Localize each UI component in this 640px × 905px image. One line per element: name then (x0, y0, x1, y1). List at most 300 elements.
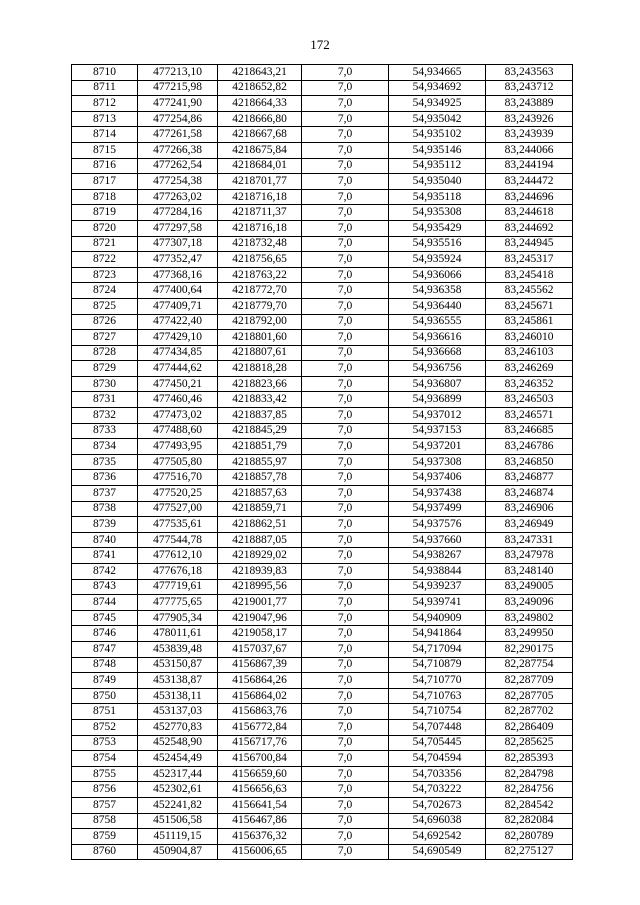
value-cell: 7,0 (302, 423, 389, 439)
table-row (72, 111, 573, 127)
y-coordinate-cell: 4218859,71 (218, 501, 302, 517)
latitude-cell: 54,696038 (389, 813, 486, 829)
latitude-cell: 54,704594 (389, 751, 486, 767)
table-row (72, 782, 573, 798)
point-number-cell: 8744 (72, 595, 138, 611)
x-coordinate-cell: 478011,61 (138, 626, 218, 642)
point-number-cell: 8712 (72, 96, 138, 112)
longitude-cell: 83,244692 (486, 220, 573, 236)
longitude-cell: 82,275127 (486, 844, 573, 860)
value-cell: 7,0 (302, 314, 389, 330)
value-cell: 7,0 (302, 298, 389, 314)
point-number-cell: 8718 (72, 189, 138, 205)
latitude-cell: 54,703356 (389, 766, 486, 782)
point-number-cell: 8724 (72, 283, 138, 299)
table-row (72, 174, 573, 190)
table-row (72, 252, 573, 268)
longitude-cell: 83,249802 (486, 610, 573, 626)
x-coordinate-cell: 477284,16 (138, 205, 218, 221)
y-coordinate-cell: 4156376,32 (218, 829, 302, 845)
x-coordinate-cell: 453138,87 (138, 673, 218, 689)
y-coordinate-cell: 4218716,18 (218, 189, 302, 205)
value-cell: 7,0 (302, 330, 389, 346)
table-row (72, 735, 573, 751)
x-coordinate-cell: 452454,49 (138, 751, 218, 767)
longitude-cell: 83,246503 (486, 392, 573, 408)
latitude-cell: 54,937012 (389, 408, 486, 424)
point-number-cell: 8719 (72, 205, 138, 221)
value-cell: 7,0 (302, 454, 389, 470)
x-coordinate-cell: 477905,34 (138, 610, 218, 626)
value-cell: 7,0 (302, 548, 389, 564)
y-coordinate-cell: 4219001,77 (218, 595, 302, 611)
y-coordinate-cell: 4218857,78 (218, 470, 302, 486)
table-row (72, 345, 573, 361)
page-number: 172 (310, 37, 330, 52)
y-coordinate-cell: 4218807,61 (218, 345, 302, 361)
latitude-cell: 54,938844 (389, 564, 486, 580)
longitude-cell: 83,245861 (486, 314, 573, 330)
point-number-cell: 8759 (72, 829, 138, 845)
table-row (72, 314, 573, 330)
longitude-cell: 83,246850 (486, 454, 573, 470)
x-coordinate-cell: 477409,71 (138, 298, 218, 314)
value-cell: 7,0 (302, 517, 389, 533)
value-cell: 7,0 (302, 267, 389, 283)
y-coordinate-cell: 4218684,01 (218, 158, 302, 174)
point-number-cell: 8748 (72, 657, 138, 673)
value-cell: 7,0 (302, 252, 389, 268)
table-row (72, 65, 573, 81)
latitude-cell: 54,939237 (389, 579, 486, 595)
x-coordinate-cell: 477254,86 (138, 111, 218, 127)
value-cell: 7,0 (302, 782, 389, 798)
y-coordinate-cell: 4218851,79 (218, 439, 302, 455)
table-row (72, 189, 573, 205)
x-coordinate-cell: 477535,61 (138, 517, 218, 533)
table-row (72, 564, 573, 580)
value-cell: 7,0 (302, 501, 389, 517)
table-row (72, 298, 573, 314)
point-number-cell: 8710 (72, 65, 138, 81)
x-coordinate-cell: 452317,44 (138, 766, 218, 782)
value-cell: 7,0 (302, 174, 389, 190)
longitude-cell: 83,246010 (486, 330, 573, 346)
y-coordinate-cell: 4218855,97 (218, 454, 302, 470)
y-coordinate-cell: 4156864,26 (218, 673, 302, 689)
x-coordinate-cell: 450904,87 (138, 844, 218, 860)
x-coordinate-cell: 477213,10 (138, 65, 218, 81)
y-coordinate-cell: 4218818,28 (218, 361, 302, 377)
point-number-cell: 8735 (72, 454, 138, 470)
value-cell: 7,0 (302, 641, 389, 657)
x-coordinate-cell: 477719,61 (138, 579, 218, 595)
latitude-cell: 54,717094 (389, 641, 486, 657)
table-row (72, 376, 573, 392)
longitude-cell: 83,246877 (486, 470, 573, 486)
latitude-cell: 54,934665 (389, 65, 486, 81)
coordinates-table (71, 64, 573, 860)
y-coordinate-cell: 4218939,83 (218, 564, 302, 580)
point-number-cell: 8746 (72, 626, 138, 642)
longitude-cell: 83,243889 (486, 96, 573, 112)
latitude-cell: 54,937576 (389, 517, 486, 533)
y-coordinate-cell: 4218667,68 (218, 127, 302, 143)
value-cell: 7,0 (302, 345, 389, 361)
x-coordinate-cell: 477473,02 (138, 408, 218, 424)
table-row (72, 579, 573, 595)
longitude-cell: 83,245562 (486, 283, 573, 299)
latitude-cell: 54,941864 (389, 626, 486, 642)
point-number-cell: 8726 (72, 314, 138, 330)
latitude-cell: 54,935118 (389, 189, 486, 205)
point-number-cell: 8753 (72, 735, 138, 751)
y-coordinate-cell: 4219058,17 (218, 626, 302, 642)
y-coordinate-cell: 4218666,80 (218, 111, 302, 127)
point-number-cell: 8751 (72, 704, 138, 720)
table-row (72, 470, 573, 486)
point-number-cell: 8749 (72, 673, 138, 689)
x-coordinate-cell: 477676,18 (138, 564, 218, 580)
y-coordinate-cell: 4218664,33 (218, 96, 302, 112)
table-row (72, 673, 573, 689)
latitude-cell: 54,937660 (389, 532, 486, 548)
table-row (72, 548, 573, 564)
point-number-cell: 8715 (72, 142, 138, 158)
x-coordinate-cell: 477612,10 (138, 548, 218, 564)
latitude-cell: 54,934692 (389, 80, 486, 96)
longitude-cell: 83,245671 (486, 298, 573, 314)
table-row (72, 80, 573, 96)
table-row (72, 158, 573, 174)
y-coordinate-cell: 4218779,70 (218, 298, 302, 314)
longitude-cell: 82,287709 (486, 673, 573, 689)
latitude-cell: 54,934925 (389, 96, 486, 112)
longitude-cell: 83,246874 (486, 486, 573, 502)
x-coordinate-cell: 477241,90 (138, 96, 218, 112)
latitude-cell: 54,936440 (389, 298, 486, 314)
longitude-cell: 83,243712 (486, 80, 573, 96)
point-number-cell: 8737 (72, 486, 138, 502)
y-coordinate-cell: 4156867,39 (218, 657, 302, 673)
value-cell: 7,0 (302, 65, 389, 81)
latitude-cell: 54,936555 (389, 314, 486, 330)
value-cell: 7,0 (302, 96, 389, 112)
latitude-cell: 54,936807 (389, 376, 486, 392)
y-coordinate-cell: 4218652,82 (218, 80, 302, 96)
table-row (72, 205, 573, 221)
point-number-cell: 8731 (72, 392, 138, 408)
y-coordinate-cell: 4218801,60 (218, 330, 302, 346)
y-coordinate-cell: 4156006,65 (218, 844, 302, 860)
y-coordinate-cell: 4157037,67 (218, 641, 302, 657)
longitude-cell: 82,287705 (486, 688, 573, 704)
longitude-cell: 83,248140 (486, 564, 573, 580)
point-number-cell: 8756 (72, 782, 138, 798)
x-coordinate-cell: 452302,61 (138, 782, 218, 798)
y-coordinate-cell: 4219047,96 (218, 610, 302, 626)
latitude-cell: 54,705445 (389, 735, 486, 751)
x-coordinate-cell: 452548,90 (138, 735, 218, 751)
y-coordinate-cell: 4156467,86 (218, 813, 302, 829)
value-cell: 7,0 (302, 704, 389, 720)
y-coordinate-cell: 4218701,77 (218, 174, 302, 190)
x-coordinate-cell: 452241,82 (138, 797, 218, 813)
value-cell: 7,0 (302, 283, 389, 299)
value-cell: 7,0 (302, 564, 389, 580)
table-row (72, 704, 573, 720)
longitude-cell: 83,246352 (486, 376, 573, 392)
longitude-cell: 83,246269 (486, 361, 573, 377)
point-number-cell: 8734 (72, 439, 138, 455)
value-cell: 7,0 (302, 595, 389, 611)
value-cell: 7,0 (302, 439, 389, 455)
latitude-cell: 54,937499 (389, 501, 486, 517)
x-coordinate-cell: 453150,87 (138, 657, 218, 673)
latitude-cell: 54,936066 (389, 267, 486, 283)
value-cell: 7,0 (302, 408, 389, 424)
longitude-cell: 83,249950 (486, 626, 573, 642)
x-coordinate-cell: 477505,80 (138, 454, 218, 470)
longitude-cell: 83,245418 (486, 267, 573, 283)
point-number-cell: 8729 (72, 361, 138, 377)
latitude-cell: 54,935308 (389, 205, 486, 221)
table-row (72, 408, 573, 424)
point-number-cell: 8720 (72, 220, 138, 236)
longitude-cell: 83,247978 (486, 548, 573, 564)
table-row (72, 283, 573, 299)
value-cell: 7,0 (302, 189, 389, 205)
point-number-cell: 8755 (72, 766, 138, 782)
point-number-cell: 8743 (72, 579, 138, 595)
value-cell: 7,0 (302, 376, 389, 392)
point-number-cell: 8732 (72, 408, 138, 424)
x-coordinate-cell: 477422,40 (138, 314, 218, 330)
y-coordinate-cell: 4218995,56 (218, 579, 302, 595)
y-coordinate-cell: 4156772,84 (218, 719, 302, 735)
longitude-cell: 83,246906 (486, 501, 573, 517)
longitude-cell: 82,286409 (486, 719, 573, 735)
latitude-cell: 54,692542 (389, 829, 486, 845)
point-number-cell: 8717 (72, 174, 138, 190)
latitude-cell: 54,935516 (389, 236, 486, 252)
longitude-cell: 82,284756 (486, 782, 573, 798)
value-cell: 7,0 (302, 751, 389, 767)
table-row (72, 751, 573, 767)
longitude-cell: 82,284542 (486, 797, 573, 813)
longitude-cell: 83,244945 (486, 236, 573, 252)
longitude-cell: 83,244194 (486, 158, 573, 174)
x-coordinate-cell: 477775,65 (138, 595, 218, 611)
point-number-cell: 8742 (72, 564, 138, 580)
x-coordinate-cell: 477352,47 (138, 252, 218, 268)
longitude-cell: 83,244618 (486, 205, 573, 221)
longitude-cell: 83,243563 (486, 65, 573, 81)
point-number-cell: 8754 (72, 751, 138, 767)
value-cell: 7,0 (302, 657, 389, 673)
value-cell: 7,0 (302, 829, 389, 845)
table-row (72, 330, 573, 346)
y-coordinate-cell: 4218756,65 (218, 252, 302, 268)
latitude-cell: 54,937201 (389, 439, 486, 455)
value-cell: 7,0 (302, 844, 389, 860)
point-number-cell: 8741 (72, 548, 138, 564)
point-number-cell: 8758 (72, 813, 138, 829)
point-number-cell: 8714 (72, 127, 138, 143)
table-row (72, 392, 573, 408)
x-coordinate-cell: 451119,15 (138, 829, 218, 845)
longitude-cell: 82,284798 (486, 766, 573, 782)
table-row (72, 517, 573, 533)
point-number-cell: 8757 (72, 797, 138, 813)
table-body (72, 65, 573, 860)
longitude-cell: 83,246949 (486, 517, 573, 533)
value-cell: 7,0 (302, 486, 389, 502)
y-coordinate-cell: 4218887,05 (218, 532, 302, 548)
table-row (72, 486, 573, 502)
longitude-cell: 83,247331 (486, 532, 573, 548)
longitude-cell: 83,246103 (486, 345, 573, 361)
point-number-cell: 8727 (72, 330, 138, 346)
latitude-cell: 54,935102 (389, 127, 486, 143)
latitude-cell: 54,707448 (389, 719, 486, 735)
x-coordinate-cell: 477488,60 (138, 423, 218, 439)
table-row (72, 532, 573, 548)
latitude-cell: 54,935042 (389, 111, 486, 127)
value-cell: 7,0 (302, 610, 389, 626)
latitude-cell: 54,937406 (389, 470, 486, 486)
x-coordinate-cell: 477527,00 (138, 501, 218, 517)
latitude-cell: 54,935146 (389, 142, 486, 158)
longitude-cell: 82,285625 (486, 735, 573, 751)
latitude-cell: 54,936616 (389, 330, 486, 346)
y-coordinate-cell: 4218763,22 (218, 267, 302, 283)
x-coordinate-cell: 477544,78 (138, 532, 218, 548)
point-number-cell: 8745 (72, 610, 138, 626)
x-coordinate-cell: 477307,18 (138, 236, 218, 252)
latitude-cell: 54,939741 (389, 595, 486, 611)
x-coordinate-cell: 451506,58 (138, 813, 218, 829)
x-coordinate-cell: 477434,85 (138, 345, 218, 361)
latitude-cell: 54,936668 (389, 345, 486, 361)
value-cell: 7,0 (302, 111, 389, 127)
table-row (72, 96, 573, 112)
x-coordinate-cell: 477261,58 (138, 127, 218, 143)
longitude-cell: 83,243939 (486, 127, 573, 143)
point-number-cell: 8728 (72, 345, 138, 361)
longitude-cell: 83,244472 (486, 174, 573, 190)
x-coordinate-cell: 453137,03 (138, 704, 218, 720)
latitude-cell: 54,710763 (389, 688, 486, 704)
x-coordinate-cell: 477520,25 (138, 486, 218, 502)
value-cell: 7,0 (302, 626, 389, 642)
x-coordinate-cell: 453138,11 (138, 688, 218, 704)
longitude-cell: 83,249096 (486, 595, 573, 611)
value-cell: 7,0 (302, 142, 389, 158)
table-row (72, 844, 573, 860)
x-coordinate-cell: 477263,02 (138, 189, 218, 205)
table-row (72, 220, 573, 236)
value-cell: 7,0 (302, 392, 389, 408)
point-number-cell: 8716 (72, 158, 138, 174)
y-coordinate-cell: 4218929,02 (218, 548, 302, 564)
longitude-cell: 82,287702 (486, 704, 573, 720)
value-cell: 7,0 (302, 80, 389, 96)
value-cell: 7,0 (302, 158, 389, 174)
y-coordinate-cell: 4218837,85 (218, 408, 302, 424)
value-cell: 7,0 (302, 735, 389, 751)
value-cell: 7,0 (302, 361, 389, 377)
latitude-cell: 54,936899 (389, 392, 486, 408)
y-coordinate-cell: 4156717,76 (218, 735, 302, 751)
longitude-cell: 83,246571 (486, 408, 573, 424)
table-row (72, 688, 573, 704)
table-row (72, 454, 573, 470)
table-row (72, 423, 573, 439)
y-coordinate-cell: 4218862,51 (218, 517, 302, 533)
table-row (72, 142, 573, 158)
table-row (72, 610, 573, 626)
value-cell: 7,0 (302, 127, 389, 143)
point-number-cell: 8760 (72, 844, 138, 860)
y-coordinate-cell: 4218833,42 (218, 392, 302, 408)
longitude-cell: 82,287754 (486, 657, 573, 673)
x-coordinate-cell: 453839,48 (138, 641, 218, 657)
longitude-cell: 83,246786 (486, 439, 573, 455)
y-coordinate-cell: 4218823,66 (218, 376, 302, 392)
longitude-cell: 82,285393 (486, 751, 573, 767)
latitude-cell: 54,935924 (389, 252, 486, 268)
table-row (72, 236, 573, 252)
latitude-cell: 54,936358 (389, 283, 486, 299)
table-row (72, 267, 573, 283)
y-coordinate-cell: 4156656,63 (218, 782, 302, 798)
point-number-cell: 8713 (72, 111, 138, 127)
x-coordinate-cell: 477297,58 (138, 220, 218, 236)
latitude-cell: 54,710754 (389, 704, 486, 720)
point-number-cell: 8750 (72, 688, 138, 704)
x-coordinate-cell: 477444,62 (138, 361, 218, 377)
value-cell: 7,0 (302, 470, 389, 486)
value-cell: 7,0 (302, 797, 389, 813)
value-cell: 7,0 (302, 205, 389, 221)
table-row (72, 641, 573, 657)
x-coordinate-cell: 477266,38 (138, 142, 218, 158)
latitude-cell: 54,690549 (389, 844, 486, 860)
value-cell: 7,0 (302, 673, 389, 689)
latitude-cell: 54,710879 (389, 657, 486, 673)
point-number-cell: 8740 (72, 532, 138, 548)
latitude-cell: 54,936756 (389, 361, 486, 377)
table-row (72, 829, 573, 845)
latitude-cell: 54,935040 (389, 174, 486, 190)
table-row (72, 797, 573, 813)
x-coordinate-cell: 477368,16 (138, 267, 218, 283)
table-row (72, 501, 573, 517)
latitude-cell: 54,938267 (389, 548, 486, 564)
point-number-cell: 8752 (72, 719, 138, 735)
point-number-cell: 8747 (72, 641, 138, 657)
y-coordinate-cell: 4218643,21 (218, 65, 302, 81)
y-coordinate-cell: 4156864,02 (218, 688, 302, 704)
table-row (72, 595, 573, 611)
y-coordinate-cell: 4218772,70 (218, 283, 302, 299)
x-coordinate-cell: 477215,98 (138, 80, 218, 96)
value-cell: 7,0 (302, 719, 389, 735)
longitude-cell: 83,243926 (486, 111, 573, 127)
y-coordinate-cell: 4156863,76 (218, 704, 302, 720)
x-coordinate-cell: 452770,83 (138, 719, 218, 735)
